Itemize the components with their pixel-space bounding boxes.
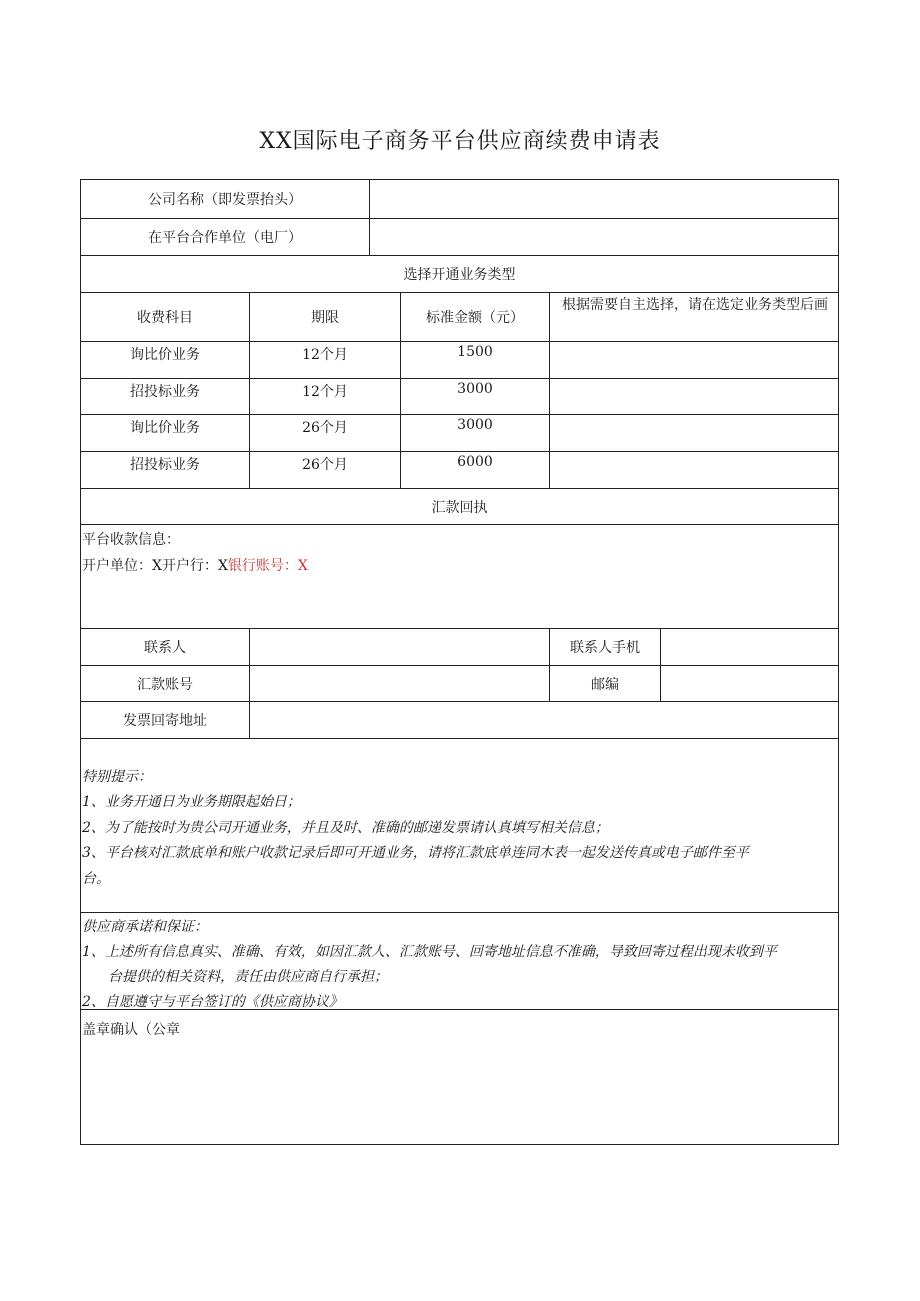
partner-input[interactable]: [369, 219, 838, 255]
page-title: XX国际电子商务平台供应商续费申请表: [259, 129, 661, 154]
promise-item: 1、上述所有信息真实、准确、有效，如因汇款人、汇款账号、回寄地址信息不准确，导致回寄过程出现未收到平: [82, 944, 777, 960]
service-heading-row: [81, 256, 838, 293]
phone-label: 联系人手机: [549, 629, 660, 665]
service-term: 26个月: [249, 452, 400, 488]
receipt-heading: 汇款回执: [431, 499, 488, 516]
remit-account-label: 汇款账号: [137, 676, 193, 693]
service-item: 招投标业务: [130, 384, 200, 400]
seal-row: [81, 1010, 838, 1144]
application-form: [80, 179, 839, 1145]
service-header-row: [81, 293, 838, 342]
promise-row: [81, 913, 838, 1010]
contact-input[interactable]: [249, 629, 549, 665]
receipt-heading-row: [81, 489, 838, 525]
service-row: [81, 452, 838, 489]
contact-label: 联系人: [144, 640, 186, 656]
service-row: [81, 342, 838, 379]
remit-account-input[interactable]: [249, 666, 549, 701]
header-amount: 标准金额（元）: [400, 293, 549, 341]
company-row: [81, 180, 838, 219]
promise-item: 2、自愿遵守与平台签订的《供应商协议》: [82, 994, 343, 1010]
notice-item: 2、为了能按时为贵公司开通业务，并且及时、准确的邮递发票请认真填写相关信息；: [82, 820, 609, 836]
header-term: 期限: [249, 293, 400, 341]
service-select-cell[interactable]: [549, 415, 838, 451]
notice-item: 3、平台核对汇款底单和账户收款记录后即可开通业务，请将汇款底单连同木表一起发送传真或电子邮件至平: [82, 845, 749, 861]
partner-row: [81, 219, 838, 256]
service-select-cell[interactable]: [549, 452, 838, 488]
service-term: 12个月: [249, 342, 400, 378]
notice-row: [81, 739, 838, 913]
service-item: 询比价业务: [130, 347, 200, 363]
postcode-label: 邮编: [549, 666, 660, 701]
payment-info-label: 平台收款信息：: [82, 532, 180, 548]
promise-item: 台提供的相关资料，责任由供应商自行承担；: [108, 969, 388, 985]
service-term: 26个月: [249, 415, 400, 451]
service-amount: 6000: [400, 452, 549, 488]
service-select-cell[interactable]: [549, 342, 838, 378]
address-row: [81, 702, 838, 739]
bank-account-text: 银行账号：X: [227, 558, 308, 574]
notice-item: 台。: [82, 871, 110, 887]
promise-heading: 供应商承诺和保证：: [82, 919, 208, 935]
company-input[interactable]: [369, 180, 838, 218]
notice-item: 1、业务开通日为业务期限起始日；: [82, 794, 301, 810]
service-item: 询比价业务: [130, 420, 200, 436]
remit-row: [81, 666, 838, 702]
header-select: 根据需要自主选择，请在选定业务类型后画: [549, 293, 838, 341]
company-label: 公司名称（即发票抬头）: [148, 192, 302, 208]
phone-input[interactable]: [660, 629, 838, 665]
address-input[interactable]: [249, 702, 838, 738]
header-item: 收费科目: [137, 310, 193, 326]
address-label: 发票回寄地址: [123, 713, 207, 729]
service-amount: 3000: [400, 415, 549, 451]
seal-label: 盖章确认（公章: [82, 1022, 180, 1038]
service-heading: 选择开通业务类型: [403, 267, 516, 283]
partner-label: 在平台合作单位（电厂）: [148, 230, 302, 246]
bank-info-text: 开户单位：X开户行：X: [82, 558, 228, 574]
receipt-info-row: [81, 525, 838, 629]
contact-row: [81, 629, 838, 666]
service-amount: 1500: [400, 342, 549, 378]
postcode-input[interactable]: [660, 666, 838, 701]
service-term: 12个月: [249, 379, 400, 414]
service-item: 招投标业务: [130, 457, 200, 473]
service-row: [81, 415, 838, 452]
notice-heading: 特别提示：: [82, 769, 152, 785]
service-row: [81, 379, 838, 415]
payment-account-line: [82, 553, 308, 579]
service-amount: 3000: [400, 379, 549, 414]
service-select-cell[interactable]: [549, 379, 838, 414]
